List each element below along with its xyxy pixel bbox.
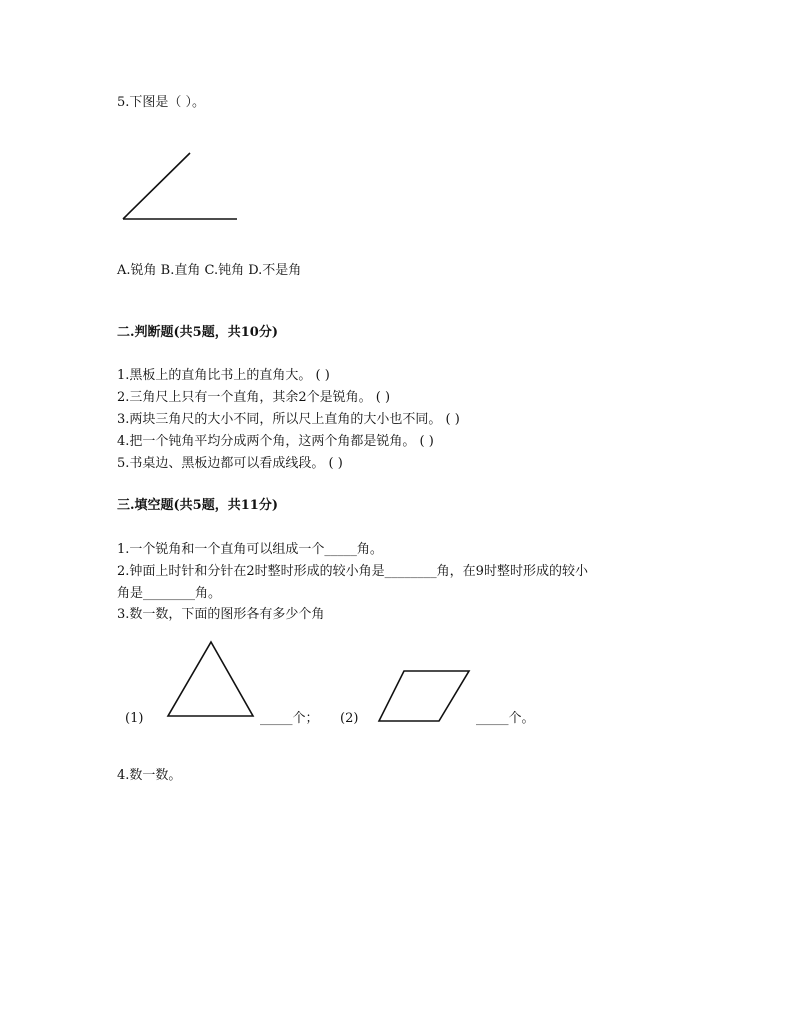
judge-item-2: 2.三角尺上只有一个直角，其余2个是锐角。 ( ) — [117, 390, 391, 405]
fill-item-2: 2.钟面上时针和分针在2时整时形成的较小角是________角，在9时整时形成的较小 — [117, 564, 588, 579]
figure-label-1: (1) — [125, 711, 144, 726]
judge-item-3: 3.两块三角尺的大小不同，所以尺上直角的大小也不同。 ( ) — [117, 412, 460, 427]
blank-answer-2: _____个。 — [476, 711, 535, 726]
blank-answer-1: _____个； — [260, 711, 319, 726]
q5-question: 5.下图是（ ）。 — [117, 95, 206, 110]
angle-ray-upper — [123, 153, 190, 219]
parallelogram-figure — [375, 667, 475, 727]
angle-figure — [115, 148, 245, 228]
triangle-shape — [168, 642, 253, 716]
section3-heading: 三.填空题(共5题，共11分) — [117, 498, 278, 513]
triangle-figure — [164, 638, 260, 720]
fill-item-4: 4.数一数。 — [117, 768, 182, 783]
judge-item-5: 5.书桌边、黑板边都可以看成线段。 ( ) — [117, 456, 343, 471]
figure-label-2: (2) — [340, 711, 359, 726]
section2-heading: 二.判断题(共5题，共10分) — [117, 325, 278, 340]
fill-item-2-cont: 角是________角。 — [117, 586, 222, 601]
fill-item-1: 1.一个锐角和一个直角可以组成一个_____角。 — [117, 542, 383, 557]
judge-item-4: 4.把一个钝角平均分成两个角，这两个角都是锐角。 ( ) — [117, 434, 434, 449]
parallelogram-shape — [379, 671, 469, 721]
q5-options: A.锐角 B.直角 C.钝角 D.不是角 — [117, 263, 302, 278]
fill-item-3: 3.数一数，下面的图形各有多少个角 — [117, 607, 325, 622]
judge-item-1: 1.黑板上的直角比书上的直角大。 ( ) — [117, 368, 330, 383]
